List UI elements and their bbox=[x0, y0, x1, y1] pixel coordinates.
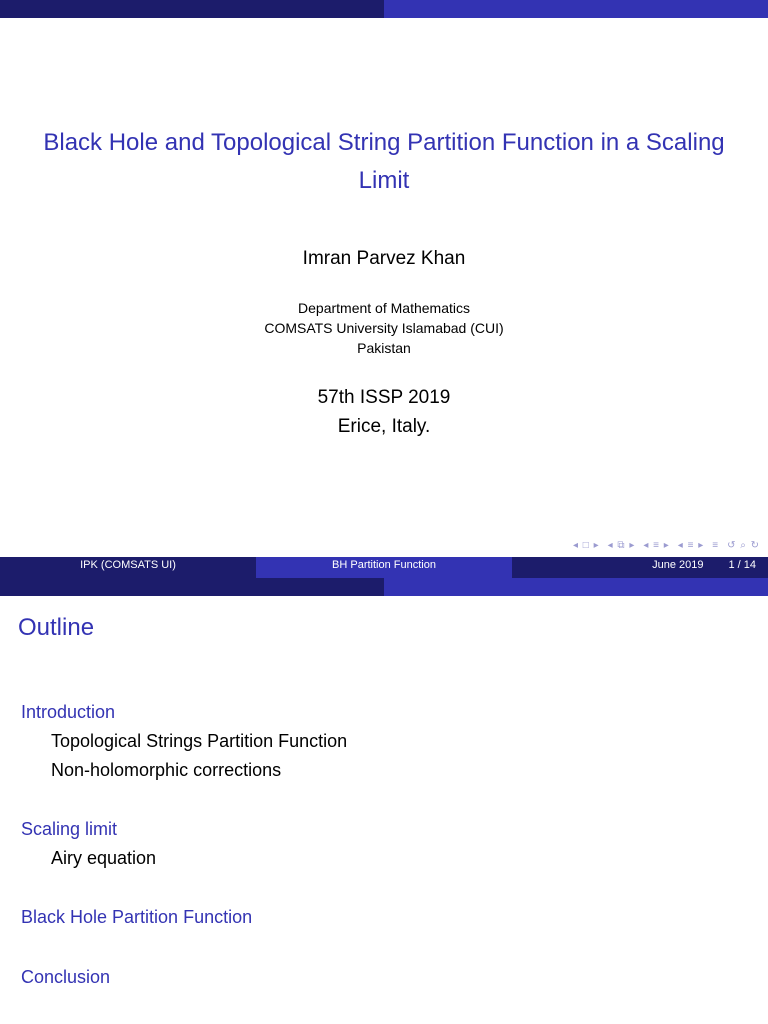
header-bar-light bbox=[384, 0, 768, 18]
institute-block bbox=[0, 298, 768, 358]
header-bar-dark bbox=[0, 0, 384, 18]
author-name: Imran Parvez Khan bbox=[302, 248, 466, 269]
toc-subsection-non-holomorphic[interactable]: Non-holomorphic corrections bbox=[51, 760, 282, 780]
footer-title: BH Partition Function bbox=[332, 559, 436, 571]
footer-author-segment bbox=[0, 557, 256, 578]
presentation-title: Black Hole and Topological String Partition Function in a Scaling Limit bbox=[43, 129, 725, 194]
footer-page-number: 1 / 14 bbox=[728, 559, 756, 571]
footer-date-segment bbox=[512, 557, 768, 578]
appendix-nav-icon[interactable]: ≡ bbox=[712, 539, 720, 551]
toc-subsection-topological-strings[interactable]: Topological Strings Partition Function bbox=[51, 731, 348, 751]
top-header-bar bbox=[0, 0, 768, 18]
toc-subsection-airy-equation[interactable]: Airy equation bbox=[51, 848, 157, 868]
beamer-navigation-symbols bbox=[573, 538, 760, 552]
slide-footer bbox=[0, 557, 768, 578]
event-name: 57th ISSP 2019 bbox=[317, 387, 451, 408]
event-block bbox=[0, 383, 768, 441]
footer-date: June 2019 bbox=[652, 559, 704, 571]
footer-author: IPK (COMSATS UI) bbox=[80, 559, 176, 571]
institute-line: Department of Mathematics bbox=[298, 300, 470, 316]
toc-section-scaling-limit[interactable]: Scaling limit bbox=[21, 819, 118, 839]
header-bar-light bbox=[384, 578, 768, 596]
search-nav-icon[interactable]: ↺ ⌕ ↻ bbox=[727, 539, 760, 551]
toc-section-introduction[interactable]: Introduction bbox=[21, 702, 116, 722]
event-location: Erice, Italy. bbox=[337, 416, 431, 437]
section-nav-icon[interactable]: ◂ ≡ ▸ bbox=[643, 539, 670, 551]
footer-title-segment bbox=[256, 557, 512, 578]
subsection-nav-icon[interactable]: ◂ ⧉ ▸ bbox=[607, 539, 636, 551]
frame-title: Outline bbox=[18, 614, 95, 641]
outline-slide bbox=[0, 578, 768, 1024]
institute-line: Pakistan bbox=[357, 340, 411, 356]
top-header-bar bbox=[0, 578, 768, 596]
document-nav-icon[interactable]: ◂ ≡ ▸ bbox=[677, 539, 705, 551]
header-bar-dark bbox=[0, 578, 384, 596]
institute-line: COMSATS University Islamabad (CUI) bbox=[264, 320, 504, 336]
frame-nav-icon[interactable]: ◂ □ ▸ bbox=[572, 539, 600, 551]
toc-section-conclusion[interactable]: Conclusion bbox=[21, 967, 111, 987]
toc-section-black-hole-partition[interactable]: Black Hole Partition Function bbox=[21, 907, 253, 927]
